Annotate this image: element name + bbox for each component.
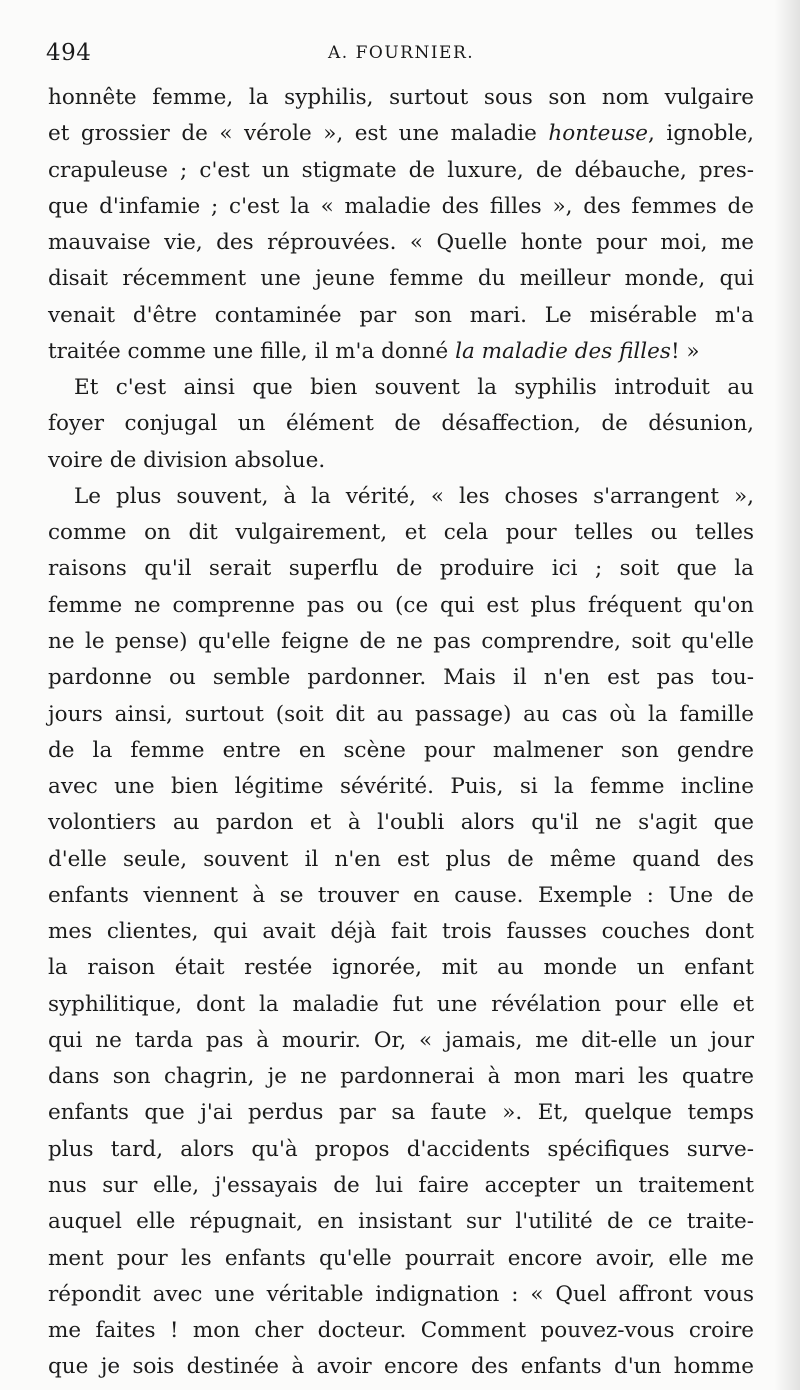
text-line [48,660,754,696]
text-line [48,80,754,116]
text-line [48,1132,754,1168]
text-line [48,1277,754,1313]
text-line [48,1095,754,1131]
text-line-content: raisons qu'il serait superflu de produire ici ; soit que la [48,556,754,582]
text-line-content: enfants que j'ai perdus par sa faute ». Et, quelque temps [48,1100,754,1126]
text-line-content: que d'infamie ; c'est la « maladie des filles », des femmes de [48,193,754,219]
text-line-content: ment pour les enfants qu'elle pourrait encore avoir, elle me [48,1245,754,1271]
page-number: 494 [46,40,92,66]
text-line [48,261,754,297]
text-line [48,588,754,624]
text-line [48,479,754,515]
text-line-content: comme on dit vulgairement, et cela pour telles ou telles [48,520,754,546]
text-line-content: avec une bien légitime sévérité. Puis, si la femme incline [48,774,754,800]
text-line [48,334,754,370]
text-line [48,551,754,587]
text-line-content: enfants viennent à se trouver en cause. Exemple : Une de [48,882,754,908]
text-line [48,1023,754,1059]
text-line-content: Le plus souvent, à la vérité, « les choses s'arrangent », [74,483,754,509]
text-line [48,443,754,479]
running-head: A. FOURNIER. [328,43,475,63]
text-line [48,370,754,406]
text-line [48,515,754,551]
text-line [48,225,754,261]
text-line-content: plus tard, alors qu'à propos d'accidents spécifiques surve- [48,1136,754,1162]
text-line-content: femme ne comprenne pas ou (ce qui est plus fréquent qu'on [48,592,754,618]
text-line [48,733,754,769]
italic-phrase: la maladie des filles [455,338,671,364]
text-line-content: auquel elle répugnait, en insistant sur l'utilité de ce traite- [48,1209,754,1235]
text-line [48,624,754,660]
text-line-content: Et c'est ainsi que bien souvent la syphilis introduit au [74,375,754,401]
body-text [48,80,754,1386]
text-line-content: jours ainsi, surtout (soit dit au passage) au cas où la famille [48,701,754,727]
text-line-content: qui ne tarda pas à mourir. Or, « jamais, me dit-elle un jour [48,1027,754,1053]
text-line-content: de la femme entre en scène pour malmener son gendre [48,737,754,763]
text-line-content: que je sois destinée à avoir encore des enfants d'un homme [48,1354,754,1380]
text-line-content: pardonne ou semble pardonner. Mais il n'en est pas tou- [48,665,754,691]
text-line-content: mauvaise vie, des réprouvées. « Quelle honte pour moi, me [48,230,754,256]
text-line-content: crapuleuse ; c'est un stigmate de luxure, de débauche, pres- [48,157,754,183]
text-line [48,298,754,334]
page-header [46,40,756,74]
text-line [48,153,754,189]
text-line-content: et grossier de « vérole », est une maladie [48,121,549,147]
text-line [48,987,754,1023]
text-line-content: mes clientes, qui avait déjà fait trois fausses couches dont [48,919,754,945]
text-line [48,914,754,950]
text-line [48,842,754,878]
text-line [48,1059,754,1095]
text-line-content: répondit avec une véritable indignation : « Quel affront vous [48,1281,754,1307]
text-line [48,878,754,914]
text-line [48,950,754,986]
text-line-content: traitée comme une fille, il m'a donné [48,338,456,364]
text-line-content: disait récemment une jeune femme du meilleur monde, qui [48,266,754,292]
italic-phrase: honteuse [548,121,649,147]
text-line-content: syphilitique, dont la maladie fut une révélation pour elle et [48,991,754,1017]
text-line-content: d'elle seule, souvent il n'en est plus de même quand des [48,846,754,872]
text-line [48,406,754,442]
text-line [48,189,754,225]
text-line [48,1204,754,1240]
text-line [48,1313,754,1349]
text-line-content: dans son chagrin, je ne pardonnerai à mon mari les quatre [48,1064,754,1090]
text-line-content: foyer conjugal un élément de désaffection, de désunion, [48,411,754,437]
text-line-content: ne le pense) qu'elle feigne de ne pas comprendre, soit qu'elle [48,628,754,654]
text-line [48,697,754,733]
text-line-content: nus sur elle, j'essayais de lui faire accepter un traitement [48,1172,754,1198]
text-line-tail: , ignoble, [648,121,755,147]
text-line [48,1349,754,1385]
text-line-content: me faites ! mon cher docteur. Comment pouvez-vous croire [48,1318,754,1344]
text-line-tail: ! » [670,338,700,364]
text-line [48,116,754,152]
text-line [48,1168,754,1204]
text-line [48,805,754,841]
text-line-content: venait d'être contaminée par son mari. Le misérable m'a [48,302,754,328]
text-line [48,1241,754,1277]
text-line-content: la raison était restée ignorée, mit au monde un enfant [48,955,754,981]
text-line-content: voire de division absolue. [48,447,326,473]
text-line [48,769,754,805]
text-line-content: volontiers au pardon et à l'oubli alors qu'il ne s'agit que [48,810,754,836]
text-line-content: honnête femme, la syphilis, surtout sous son nom vulgaire [48,85,754,110]
